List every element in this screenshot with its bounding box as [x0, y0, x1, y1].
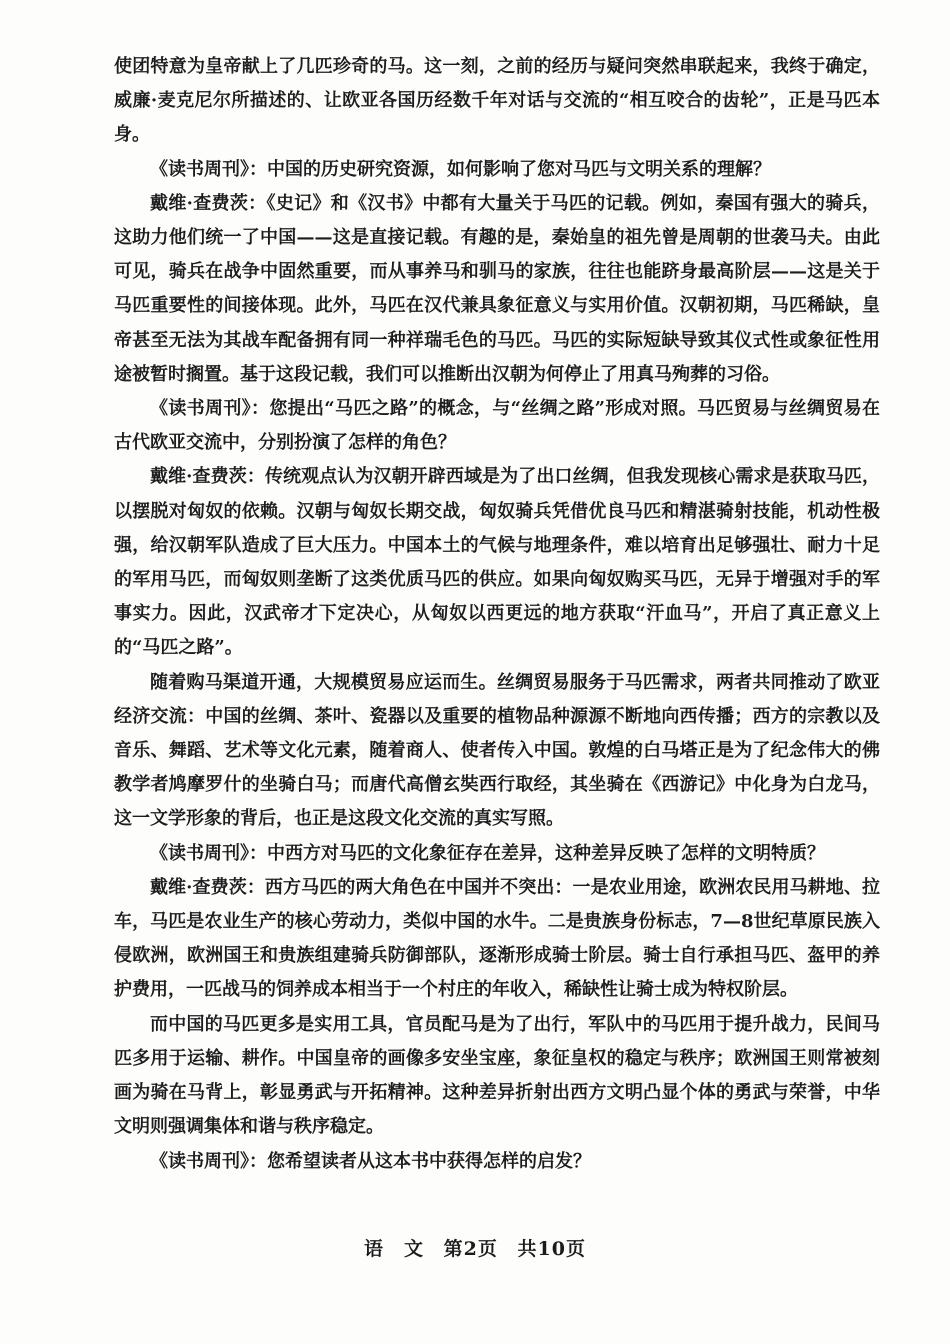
paragraph: 戴维·查费茨：传统观点认为汉朝开辟西域是为了出口丝绸，但我发现核心需求是获取马匹，以摆脱对匈奴的依赖。汉朝与匈奴长期交战，匈奴骑兵凭借优良马匹和精湛骑射技能，机动性极强，给汉朝军队造成了巨大压力。中国本土的气候与地理条件，难以培育出足够强壮、耐力十足的军用马匹，而匈奴则垄断了这类优质马匹的供应。如果向匈奴购买马匹，无异于增强对手的军事实力。因此，汉武帝才下定决心，从匈奴以西更远的地方获取“汗血马”，开启了真正意义上的“马匹之路”。	[114, 466, 880, 659]
paragraph: 而中国的马匹更多是实用工具，官员配马是为了出行，军队中的马匹用于提升战力，民间马匹多用于运输、耕作。中国皇帝的画像多安坐宝座，象征皇权的稳定与秩序；欧洲国王则常被刻画为骑在马背上，彰显勇武与开拓精神。这种差异折射出西方文明凸显个体的勇武与荣誉，中华文明则强调集体和谐与秩序稳定。	[114, 1013, 880, 1138]
paragraph: 《读书周刊》：中西方对马匹的文化象征存在差异，这种差异反映了怎样的文明特质？	[150, 842, 825, 864]
paragraph: 《读书周刊》：您提出“马匹之路”的概念，与“丝绸之路”形成对照。马匹贸易与丝绸贸易在古代欧亚交流中，分别扮演了怎样的角色？	[114, 398, 880, 454]
article-body	[114, 50, 880, 1179]
paragraph: 《读书周刊》：中国的历史研究资源，如何影响了您对马匹与文明关系的理解？	[150, 158, 771, 180]
paragraph: 戴维·查费茨：西方马匹的两大角色在中国并不突出：一是农业用途，欧洲农民用马耕地、拉车，马匹是农业生产的核心劳动力，类似中国的水牛。二是贵族身份标志，7—8世纪草原民族入侵欧洲，欧洲国王和贵族组建骑兵防御部队，逐渐形成骑士阶层。骑士自行承担马匹、盔甲的养护费用，一匹战马的饲养成本相当于一个村庄的年收入，稀缺性让骑士成为特权阶层。	[114, 876, 880, 1001]
paragraph: 使团特意为皇帝献上了几匹珍奇的马。这一刻，之前的经历与疑问突然串联起来，我终于确定，威廉·麦克尼尔所描述的、让欧亚各国历经数千年对话与交流的“相互咬合的齿轮”，正是马匹本身。	[114, 56, 880, 146]
paragraph: 《读书周刊》：您希望读者从这本书中获得怎样的启发？	[150, 1150, 591, 1172]
footer-total-pages: 共10页	[517, 1238, 586, 1260]
footer-page-number: 第2页	[443, 1238, 498, 1260]
paragraph: 戴维·查费茨：《史记》和《汉书》中都有大量关于马匹的记载。例如，秦国有强大的骑兵，这助力他们统一了中国——这是直接记载。有趣的是，秦始皇的祖先曾是周朝的世袭马夫。由此可见，骑兵在战争中固然重要，而从事养马和驯马的家族，往往也能跻身最高阶层——这是关于马匹重要性的间接体现。此外，马匹在汉代兼具象征意义与实用价值。汉朝初期，马匹稀缺，皇帝甚至无法为其战车配备拥有同一种祥瑞毛色的马匹。马匹的实际短缺导致其仪式性或象征性用途被暂时搁置。基于这段记载，我们可以推断出汉朝为何停止了用真马殉葬的习俗。	[114, 192, 880, 385]
footer-subject: 语 文	[364, 1238, 425, 1260]
page-footer	[0, 1234, 950, 1261]
paragraph: 随着购马渠道开通，大规模贸易应运而生。丝绸贸易服务于马匹需求，两者共同推动了欧亚经济交流：中国的丝绸、茶叶、瓷器以及重要的植物品种源源不断地向西传播；西方的宗教以及音乐、舞蹈、艺术等文化元素，随着商人、使者传入中国。敦煌的白马塔正是为了纪念伟大的佛教学者鸠摩罗什的坐骑白马；而唐代高僧玄奘西行取经，其坐骑在《西游记》中化身为白龙马，这一文学形象的背后，也正是这段文化交流的真实写照。	[114, 671, 880, 830]
